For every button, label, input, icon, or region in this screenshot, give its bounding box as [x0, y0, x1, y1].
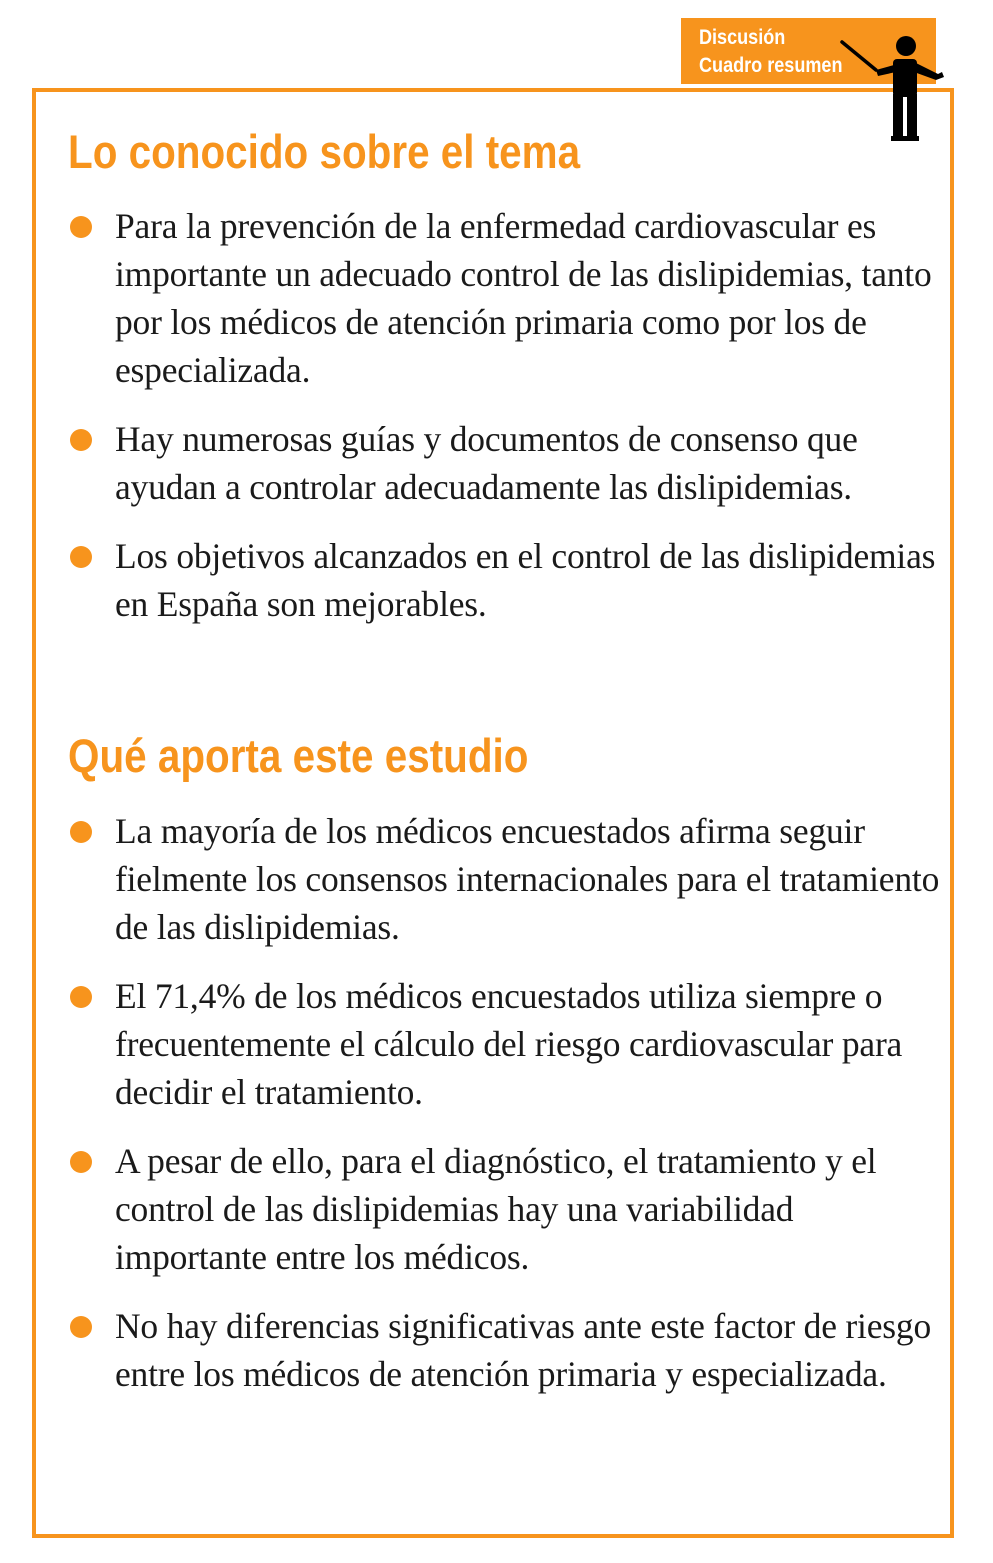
contribution-list — [70, 807, 940, 1419]
bullet-icon — [70, 821, 92, 843]
list-item-text: No hay diferencias significativas ante este factor de riesgo entre los médicos de atención primaria y especializada. — [115, 1306, 931, 1394]
list-item — [70, 1137, 940, 1281]
bullet-icon — [70, 986, 92, 1008]
list-item — [70, 807, 940, 951]
list-item — [70, 1302, 940, 1398]
known-list — [70, 202, 940, 649]
bullet-icon — [70, 1151, 92, 1173]
tab-label-discussion: Discusión — [699, 26, 786, 49]
bullet-icon — [70, 1316, 92, 1338]
list-item-text: Hay numerosas guías y documentos de consenso que ayudan a controlar adecuadamente las dislipidemias. — [115, 419, 858, 507]
list-item-text: La mayoría de los médicos encuestados afirma seguir fielmente los consensos internacionales para el tratamiento de las dislipidemias. — [115, 811, 940, 947]
list-item — [70, 972, 940, 1116]
list-item — [70, 415, 940, 511]
tab-label-summary: Cuadro resumen — [699, 54, 843, 77]
list-item — [70, 202, 940, 394]
bullet-icon — [70, 216, 92, 238]
section-title-known: Lo conocido sobre el tema — [68, 125, 581, 178]
bullet-icon — [70, 546, 92, 568]
presenter-icon — [836, 32, 948, 144]
list-item-text: A pesar de ello, para el diagnóstico, el tratamiento y el control de las dislipidemias hay una variabilidad importante entre los médicos. — [115, 1141, 877, 1277]
bullet-icon — [70, 429, 92, 451]
list-item-text: Los objetivos alcanzados en el control de las dislipidemias en España son mejorables. — [115, 536, 936, 624]
list-item-text: El 71,4% de los médicos encuestados utiliza siempre o frecuentemente el cálculo del riesgo cardiovascular para decidir el tratamiento. — [115, 976, 903, 1112]
section-title-contribution: Qué aporta este estudio — [68, 729, 529, 782]
list-item-text: Para la prevención de la enfermedad cardiovascular es importante un adecuado control de las dislipidemias, tanto por los médicos de atención primaria como por los de especializada. — [115, 206, 932, 390]
list-item — [70, 532, 940, 628]
